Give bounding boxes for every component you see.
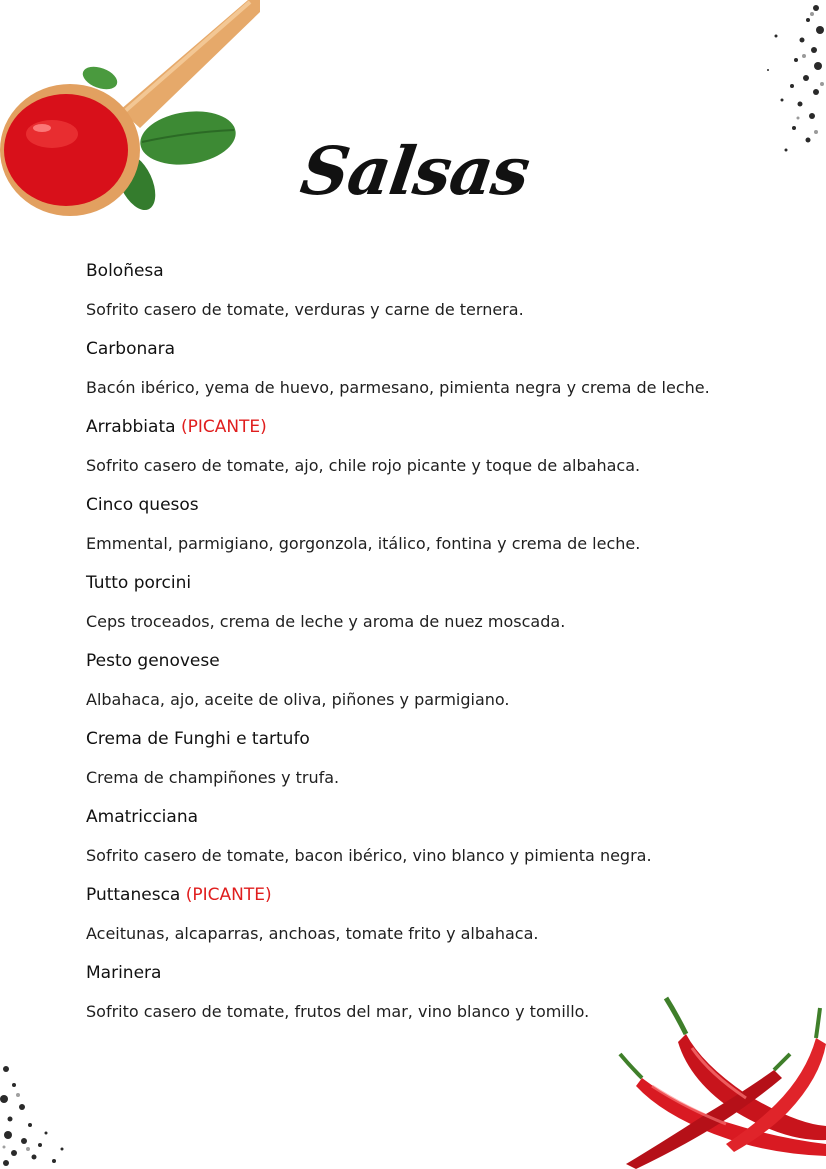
page-title: Salsas <box>296 132 534 210</box>
ground-pepper-icon <box>756 0 826 160</box>
menu-item <box>86 490 786 568</box>
item-name-text: Amatricciana <box>86 807 199 827</box>
item-name <box>86 490 786 528</box>
menu-item <box>86 802 786 880</box>
item-name <box>86 646 786 684</box>
item-description: Sofrito casero de tomate, frutos del mar, vino blanco y tomillo. <box>86 1002 590 1021</box>
item-name-text: Crema de Funghi e tartufo <box>86 729 310 749</box>
menu-item <box>86 880 786 958</box>
item-name-text: Pesto genovese <box>86 651 220 671</box>
menu-item <box>86 256 786 334</box>
item-name <box>86 256 786 294</box>
spicy-tag: (PICANTE) <box>185 885 272 905</box>
item-name <box>86 334 786 372</box>
item-name-text: Tutto porcini <box>86 573 192 593</box>
item-name <box>86 724 786 762</box>
menu-item <box>86 334 786 412</box>
menu-item <box>86 724 786 802</box>
spicy-tag: (PICANTE) <box>180 417 267 437</box>
item-name-text: Puttanesca <box>86 885 186 905</box>
item-name-text: Carbonara <box>86 339 176 359</box>
menu-item <box>86 958 786 1036</box>
item-name <box>86 412 786 450</box>
item-name <box>86 802 786 840</box>
item-name-text: Arrabbiata <box>86 417 181 437</box>
sauce-menu-list <box>86 256 786 1036</box>
item-description: Crema de champiñones y trufa. <box>86 768 340 787</box>
item-description: Sofrito casero de tomate, ajo, chile rojo picante y toque de albahaca. <box>86 456 641 475</box>
menu-item <box>86 412 786 490</box>
menu-item <box>86 646 786 724</box>
ground-pepper-icon <box>0 1049 80 1169</box>
item-description: Sofrito casero de tomate, bacon ibérico, vino blanco y pimienta negra. <box>86 846 652 865</box>
item-name <box>86 958 786 996</box>
item-description: Emmental, parmigiano, gorgonzola, itálico, fontina y crema de leche. <box>86 534 641 553</box>
item-name <box>86 880 786 918</box>
sauce-spoon-icon <box>0 0 260 220</box>
menu-item <box>86 568 786 646</box>
item-description: Albahaca, ajo, aceite de oliva, piñones y parmigiano. <box>86 690 510 709</box>
item-description: Bacón ibérico, yema de huevo, parmesano, pimienta negra y crema de leche. <box>86 378 710 397</box>
item-name <box>86 568 786 606</box>
item-name-text: Cinco quesos <box>86 495 199 515</box>
item-description: Sofrito casero de tomate, verduras y carne de ternera. <box>86 300 524 319</box>
item-description: Aceitunas, alcaparras, anchoas, tomate frito y albahaca. <box>86 924 539 943</box>
item-name-text: Marinera <box>86 963 162 983</box>
item-description: Ceps troceados, crema de leche y aroma de nuez moscada. <box>86 612 566 631</box>
item-name-text: Boloñesa <box>86 261 164 281</box>
